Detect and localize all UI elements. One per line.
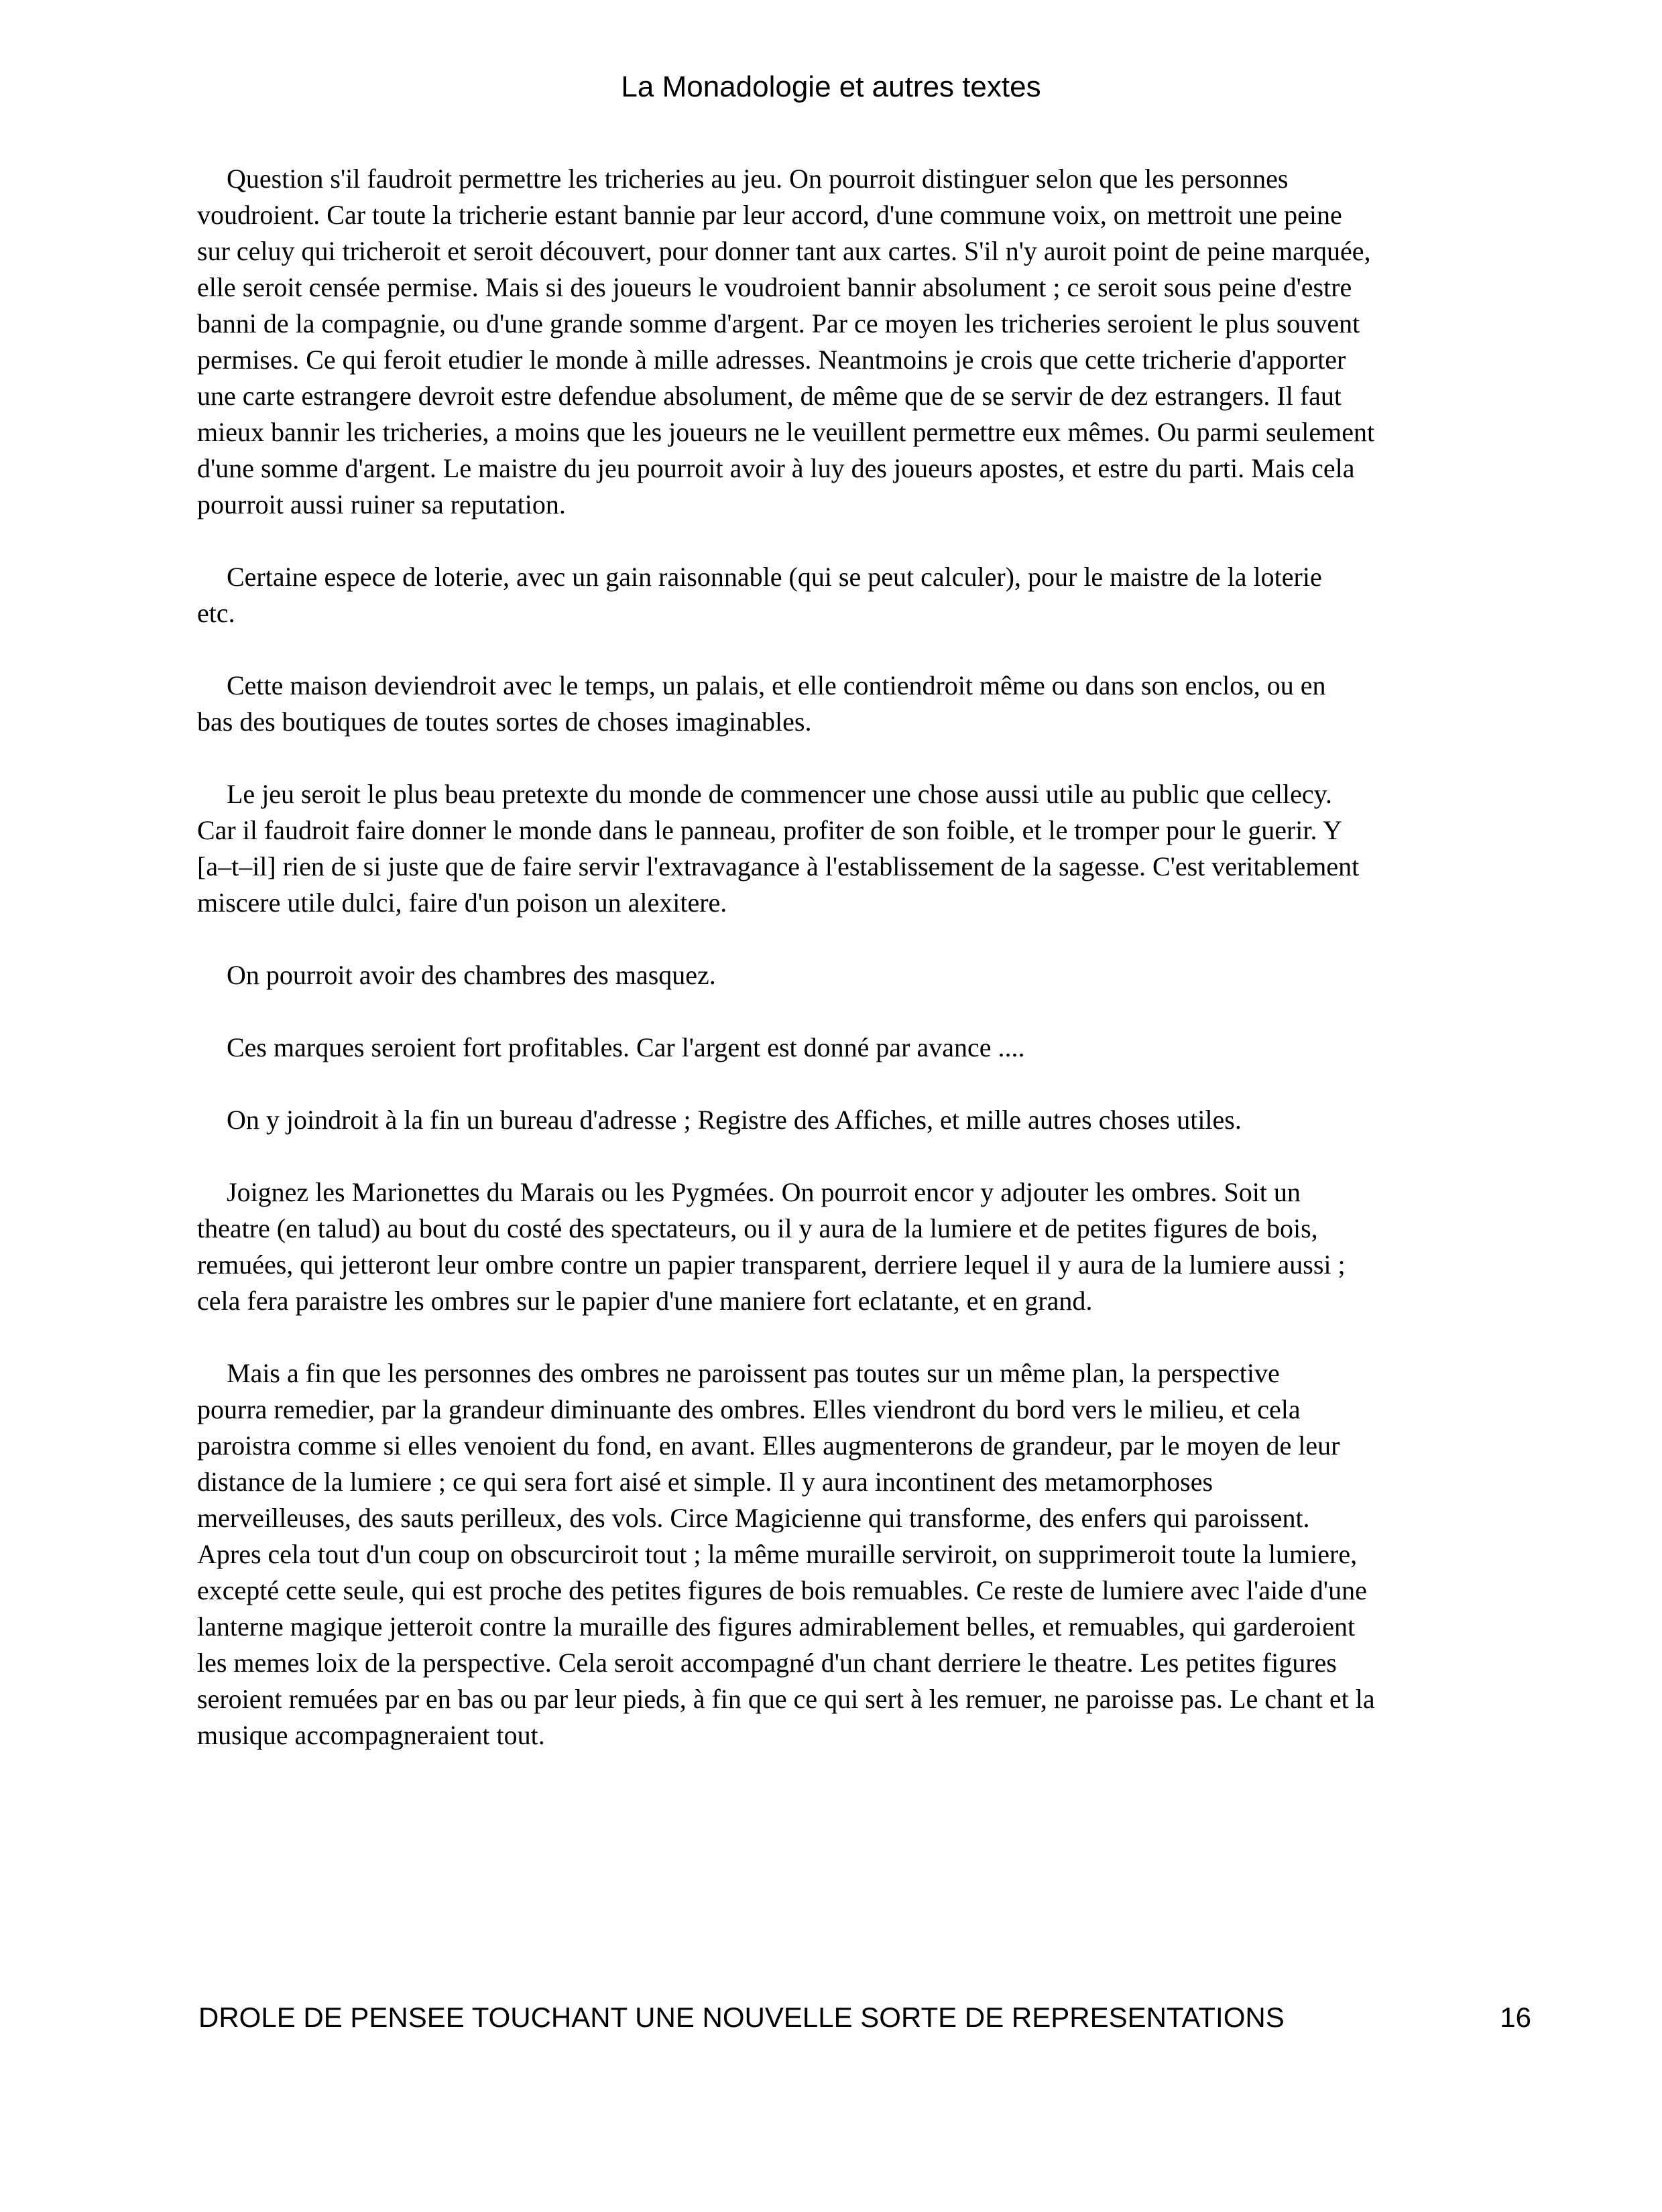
paragraph-6: Ces marques seroient fort profitables. Car l'argent est donné par avance ....	[227, 1032, 1025, 1062]
paragraph-5: On pourroit avoir des chambres des masquez.	[227, 960, 716, 990]
paragraph-7: On y joindroit à la fin un bureau d'adresse ; Registre des Affiches, et mille autres choses utiles.	[227, 1105, 1242, 1135]
chapter-title: DROLE DE PENSEE TOUCHANT UNE NOUVELLE SORTE DE REPRESENTATIONS	[198, 2002, 1285, 2033]
book-title: La Monadologie et autres textes	[621, 70, 1041, 103]
page-number: 16	[1500, 2002, 1531, 2033]
paragraph-1: Question s'il faudroit permettre les tricheries au jeu. On pourroit distinguer selon que les personnes voudroient. Car toute la tricherie estant bannie par leur accord, d'une commune voix, on mettroit une peine sur celuy qui tricheroit et seroit découvert, pour donner tant aux cartes. S'il n'y auroit point de peine marquée, elle seroit censée permise. Mais si des joueurs le voudroient bannir absolument ; ce seroit sous peine d'estre banni de la compagnie, ou d'une grande somme d'argent. Par ce moyen les tricheries seroient le plus souvent permises. Ce qui feroit etudier le monde à mille adresses. Neantmoins je crois que cette tricherie d'apporter une carte estrangere devroit estre defendue absolument, de même que de se servir de dez estrangers. Il faut mieux bannir les tricheries, a moins que les joueurs ne le veuillent permettre eux mêmes. Ou parmi seulement d'une somme d'argent. Le maistre du jeu pourroit avoir à luy des joueurs apostes, et estre du parti. Mais cela pourroit aussi ruiner sa reputation.	[197, 164, 1375, 519]
body-text	[197, 161, 1525, 1790]
page-footer	[198, 1998, 1531, 2038]
paragraph-4: Le jeu seroit le plus beau pretexte du monde de commencer une chose aussi utile au public que cellecy. Car il faudroit faire donner le monde dans le panneau, profiter de son foible, et le tromper pour le guerir. Y [a–t–il] rien de si juste que de faire servir l'extravagance à l'establissement de la sagesse. C'est veritablement miscere utile dulci, faire d'un poison un alexitere.	[197, 779, 1360, 918]
paragraph-2: Certaine espece de loterie, avec un gain raisonnable (qui se peut calculer), pour le maistre de la loterie etc.	[197, 562, 1322, 628]
paragraph-9: Mais a fin que les personnes des ombres ne paroissent pas toutes sur un même plan, la perspective pourra remedier, par la grandeur diminuante des ombres. Elles viendront du bord vers le milieu, et cela paroistra comme si elles venoient du fond, en avant. Elles augmenterons de grandeur, par le moyen de leur distance de la lumiere ; ce qui sera fort aisé et simple. Il y aura incontinent des metamorphoses merveilleuses, des sauts perilleux, des vols. Circe Magicienne qui transforme, des enfers qui paroissent. Apres cela tout d'un coup on obscurciroit tout ; la même muraille serviroit, on supprimeroit toute la lumiere, excepté cette seule, qui est proche des petites figures de bois remuables. Ce reste de lumiere avec l'aide d'une lanterne magique jetteroit contre la muraille des figures admirablement belles, et remuables, qui garderoient les memes loix de la perspective. Cela seroit accompagné d'un chant derriere le theatre. Les petites figures seroient remuées par en bas ou par leur pieds, à fin que ce qui sert à les remuer, ne paroisse pas. Le chant et la musique accompagneraient tout.	[197, 1358, 1375, 1750]
paragraph-3: Cette maison deviendroit avec le temps, un palais, et elle contiendroit même ou dans son enclos, ou en bas des boutiques de toutes sortes de choses imaginables.	[197, 670, 1326, 737]
page-header	[0, 68, 1662, 106]
paragraph-8: Joignez les Marionettes du Marais ou les Pygmées. On pourroit encor y adjouter les ombres. Soit un theatre (en talud) au bout du costé des spectateurs, ou il y aura de la lumiere et de petites figures de bois, remuées, qui jetteront leur ombre contre un papier transparent, derriere lequel il y aura de la lumiere aussi ; cela fera paraistre les ombres sur le papier d'une maniere fort eclatante, et en grand.	[197, 1177, 1346, 1316]
